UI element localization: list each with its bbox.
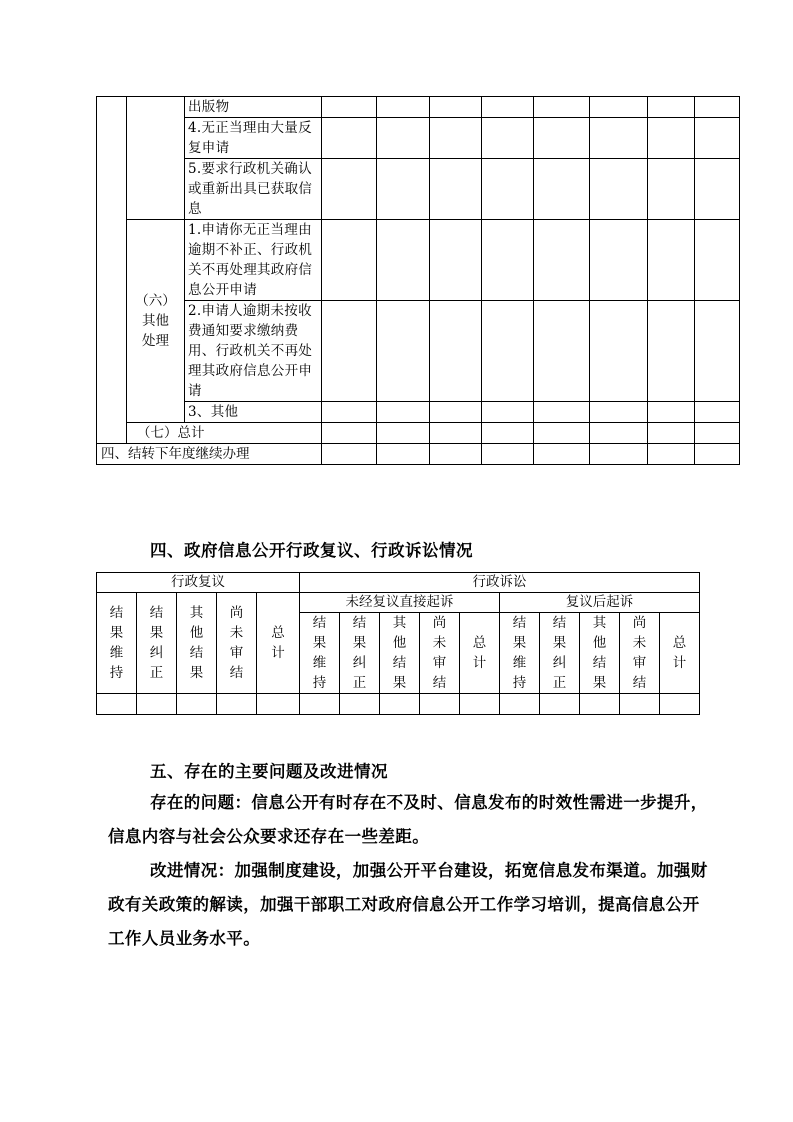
table-cell [377, 423, 430, 444]
col-pending: 尚未审结 [420, 613, 460, 694]
table-cell [430, 220, 482, 301]
table-cell [590, 118, 648, 159]
col-upheld: 结果维持 [97, 593, 137, 694]
table-cell [695, 402, 740, 423]
table-cell [695, 97, 740, 118]
col-upheld: 结果维持 [300, 613, 340, 694]
improvements-paragraph: 改进情况：加强制度建设，加强公开平台建设，拓宽信息发布渠道。加强财政有关政策的解读，加强干部职工对政府信息公开工作学习培训，提高信息公开工作人员业务水平。 [108, 861, 708, 948]
table-row [97, 159, 740, 220]
table-cell [97, 694, 137, 715]
table-cell [590, 97, 648, 118]
total-label: （七）总计 [127, 423, 322, 444]
col-corrected: 结果纠正 [340, 613, 380, 694]
row-label: 2.申请人逾期未按收费通知要求缴纳费用、行政机关不再处理其政府信息公开申请 [185, 301, 322, 402]
col-corrected: 结果纠正 [540, 613, 580, 694]
table-cell [482, 118, 534, 159]
table-row [97, 402, 740, 423]
carryover-table [96, 443, 740, 465]
table-row [97, 118, 740, 159]
application-handling-table [96, 96, 740, 444]
problems-paragraph: 存在的问题：信息公开有时存在不及时、信息发布的时效性需进一步提升，信息内容与社会公众要求还存在一些差距。 [108, 793, 708, 846]
row-label: 1.申请你无正当理由逾期不补正、行政机关不再处理其政府信息公开申请 [185, 220, 322, 301]
table-cell [534, 97, 590, 118]
table-row [97, 444, 740, 465]
table-cell [127, 97, 185, 220]
direct-suit-header: 未经复议直接起诉 [300, 593, 500, 613]
category-other-handling [127, 220, 185, 423]
table-cell [540, 694, 580, 715]
col-pending: 尚未审结 [620, 613, 660, 694]
col-total: 总计 [257, 593, 300, 694]
table-cell [482, 423, 534, 444]
table-cell [322, 220, 377, 301]
table-cell [590, 444, 648, 465]
table-cell [137, 694, 177, 715]
row-label: 4.无正当理由大量反复申请 [185, 118, 322, 159]
carryover-label: 四、结转下年度继续办理 [97, 444, 322, 465]
suit-after-review-header: 复议后起诉 [500, 593, 700, 613]
table-cell [648, 444, 695, 465]
table-cell [322, 118, 377, 159]
table-cell [590, 159, 648, 220]
table-cell [590, 402, 648, 423]
table-cell [340, 694, 380, 715]
review-litigation-table [96, 572, 700, 715]
table-cell [660, 694, 700, 715]
table-row [97, 694, 700, 715]
table-cell [177, 694, 217, 715]
row-label: 5.要求行政机关确认或重新出具已获取信息 [185, 159, 322, 220]
table-cell [695, 444, 740, 465]
table-cell [695, 220, 740, 301]
table-cell [97, 97, 127, 444]
table-cell [377, 220, 430, 301]
table-cell [430, 444, 482, 465]
table-cell [482, 402, 534, 423]
table-cell [648, 301, 695, 402]
table-cell [534, 159, 590, 220]
table-cell [322, 402, 377, 423]
table-cell [430, 402, 482, 423]
table-cell [590, 423, 648, 444]
table-row [97, 220, 740, 301]
admin-review-header: 行政复议 [97, 573, 300, 593]
table-cell [590, 301, 648, 402]
table-cell [648, 402, 695, 423]
table-cell [590, 220, 648, 301]
table-cell [648, 423, 695, 444]
table-cell [482, 220, 534, 301]
table-row [97, 593, 700, 613]
table-cell [377, 118, 430, 159]
table-cell [482, 301, 534, 402]
col-total: 总计 [660, 613, 700, 694]
table-cell [695, 118, 740, 159]
table-cell [430, 159, 482, 220]
table-cell [460, 694, 500, 715]
table-cell [420, 694, 460, 715]
category-label-part: （六） [135, 293, 176, 309]
table-cell [430, 118, 482, 159]
table-cell [648, 97, 695, 118]
col-other: 其他结果 [177, 593, 217, 694]
col-other: 其他结果 [580, 613, 620, 694]
table-cell [377, 444, 430, 465]
table-cell [482, 159, 534, 220]
table-cell [322, 423, 377, 444]
table-cell [257, 694, 300, 715]
table-cell [620, 694, 660, 715]
table-cell [695, 159, 740, 220]
table-cell [500, 694, 540, 715]
table-cell [534, 402, 590, 423]
row-label: 3、其他 [185, 402, 322, 423]
col-pending: 尚未审结 [217, 593, 257, 694]
table-cell [695, 301, 740, 402]
section4-heading: 四、政府信息公开行政复议、行政诉讼情况 [150, 541, 473, 560]
table-cell [322, 159, 377, 220]
table-row [97, 301, 740, 402]
table-cell [322, 97, 377, 118]
table-cell [482, 97, 534, 118]
table-cell [300, 694, 340, 715]
table-cell [648, 118, 695, 159]
col-total: 总计 [460, 613, 500, 694]
col-upheld: 结果维持 [500, 613, 540, 694]
table-cell [482, 444, 534, 465]
table-cell [430, 97, 482, 118]
table-cell [695, 423, 740, 444]
table-cell [430, 301, 482, 402]
table-cell [377, 97, 430, 118]
admin-litigation-header: 行政诉讼 [300, 573, 700, 593]
category-label-part: 处理 [142, 333, 169, 349]
table-cell [648, 220, 695, 301]
table-cell [380, 694, 420, 715]
table-cell [534, 220, 590, 301]
table-cell [377, 301, 430, 402]
table-cell [534, 118, 590, 159]
table-cell [534, 301, 590, 402]
table-row [97, 97, 740, 118]
category-label-part: 其他 [142, 313, 169, 329]
table-cell [648, 159, 695, 220]
table-cell [322, 301, 377, 402]
table-cell [430, 423, 482, 444]
table-cell [534, 444, 590, 465]
table-cell [580, 694, 620, 715]
row-label: 出版物 [185, 97, 322, 118]
table-row [97, 573, 700, 593]
table-cell [534, 423, 590, 444]
table-cell [217, 694, 257, 715]
col-corrected: 结果纠正 [137, 593, 177, 694]
table-cell [322, 444, 377, 465]
table-cell [377, 402, 430, 423]
col-other: 其他结果 [380, 613, 420, 694]
table-cell [377, 159, 430, 220]
section5-heading: 五、存在的主要问题及改进情况 [150, 762, 388, 781]
table-row [97, 423, 740, 444]
